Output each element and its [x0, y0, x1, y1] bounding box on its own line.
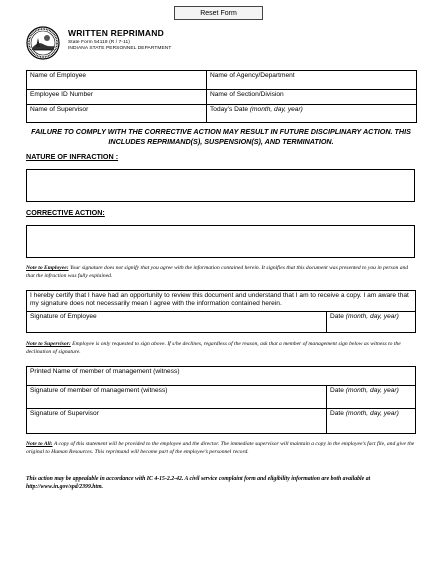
employee-signature-field[interactable]: Signature of Employee [27, 312, 327, 333]
certification-statement: I hereby certify that I have had an opportunity to review this document and understand that I am to receive a copy. I am aware that my signature does not necessarily mean I agree with the information contained herein. [27, 291, 416, 312]
corrective-action-heading: CORRECTIVE ACTION: [26, 208, 105, 217]
corrective-action-textarea[interactable] [26, 225, 415, 258]
witness-signature-date-field[interactable]: Date (month, day, year) [327, 386, 416, 409]
note-to-supervisor: Note to Supervisor: Employee is only requested to sign above. If s/he declines, regardless of the reason, ask that a member of management sign below as witness to the declination of signature. [26, 341, 401, 356]
supervisor-signature-date-field[interactable]: Date (month, day, year) [327, 409, 416, 434]
employee-signature-table [26, 290, 416, 333]
nature-of-infraction-textarea[interactable] [26, 169, 415, 202]
supervisor-name-field[interactable]: Name of Supervisor [27, 105, 207, 123]
witness-signature-field[interactable]: Signature of member of management (witness) [27, 386, 327, 409]
disciplinary-warning: FAILURE TO COMPLY WITH THE CORRECTIVE ACTION MAY RESULT IN FUTURE DISCIPLINARY ACTION. THIS INCLUDES REPRIMAND(S), SUSPENSION(S), AND TERMINATION. [31, 127, 411, 146]
form-number: State Form 54119 (R / 7-11) [68, 40, 130, 45]
agency-department-field[interactable]: Name of Agency/Department [207, 71, 417, 90]
reset-form-button[interactable]: Reset Form [174, 6, 263, 20]
note-to-all: Note to All: A copy of this statement will be provided to the employee and the director. The immediate supervisor will maintain a copy in the employee’s fact file, and give the original to Human Resources. This reprimand will become part of the employee’s personnel record. [26, 441, 415, 456]
section-division-field[interactable]: Name of Section/Division [207, 90, 417, 105]
indiana-state-seal-icon [26, 26, 60, 60]
appeal-statement: This action may be appealable in accordance with IC 4-15-2.2-42. A civil service complaint form and eligibility information are both available at http://www.in.gov/spd/2399.htm. [26, 476, 371, 491]
employee-signature-date-field[interactable]: Date (month, day, year) [327, 312, 416, 333]
department-name: INDIANA STATE PERSONNEL DEPARTMENT [68, 46, 172, 51]
supervisor-signature-field[interactable]: Signature of Supervisor [27, 409, 327, 434]
todays-date-field[interactable]: Today’s Date (month, day, year) [207, 105, 417, 123]
employee-id-field[interactable]: Employee ID Number [27, 90, 207, 105]
form-title: WRITTEN REPRIMAND [68, 28, 164, 38]
witness-printed-name-field[interactable]: Printed Name of member of management (witness) [27, 367, 416, 386]
note-to-employee: Note to Employee: Your signature does not signify that you agree with the information contained herein. It signifies that this document was presented to you in person and that the infraction was fully explained. [26, 265, 409, 280]
witness-signature-table [26, 366, 416, 434]
name-of-employee-field[interactable]: Name of Employee [27, 71, 207, 90]
nature-of-infraction-heading: NATURE OF INFRACTION : [26, 152, 119, 161]
employee-info-table [26, 70, 417, 123]
